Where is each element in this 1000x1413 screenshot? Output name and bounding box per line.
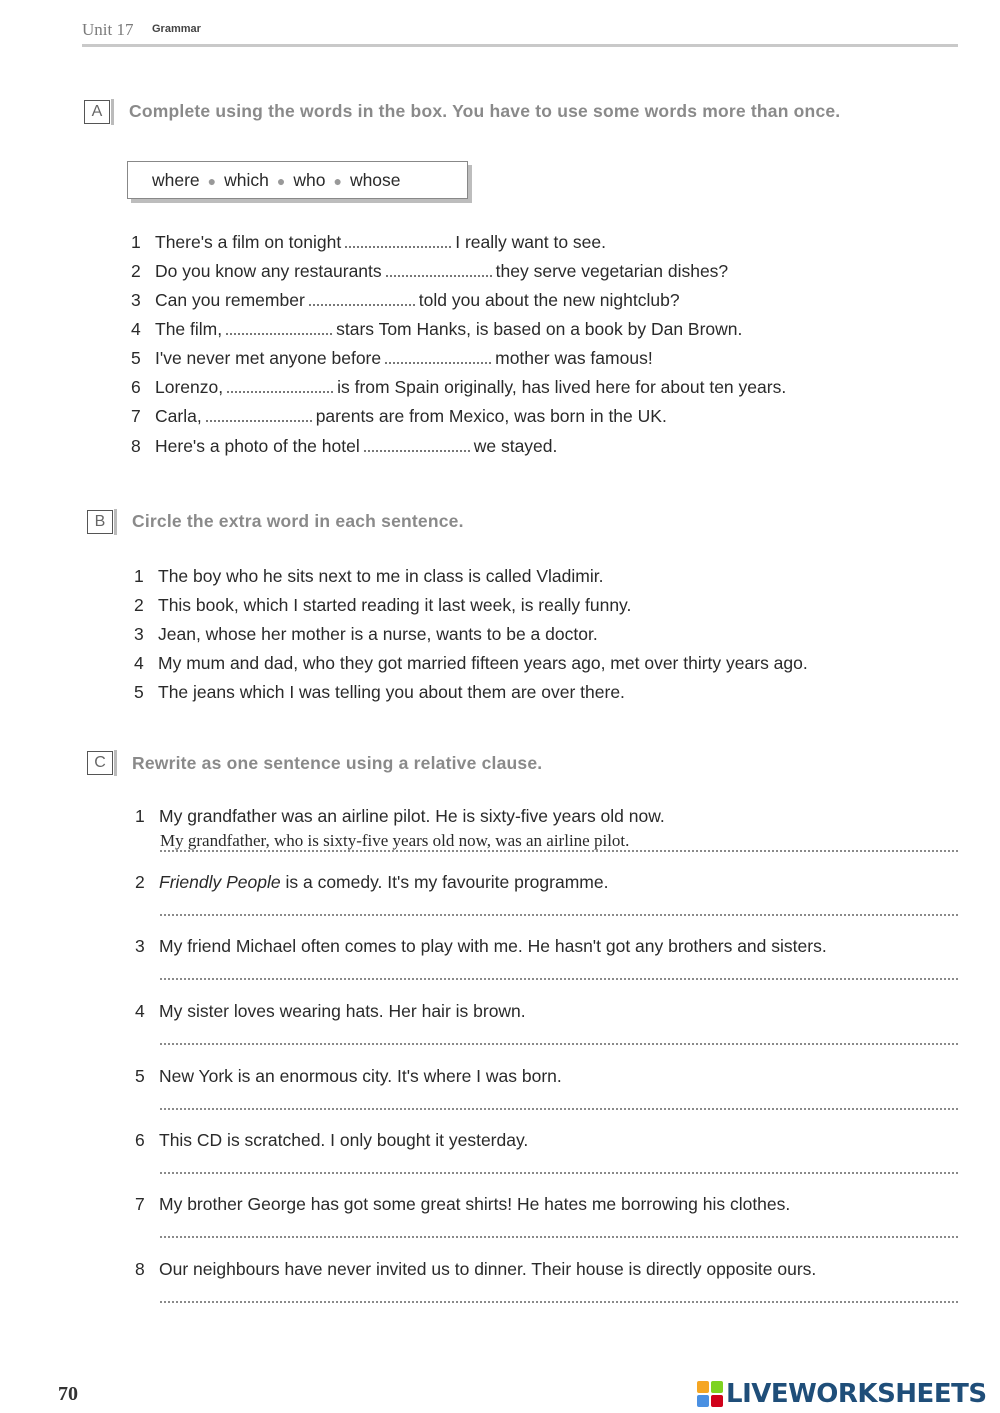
question-number: 7 — [131, 406, 141, 426]
question-text[interactable]: My mum and dad, who they got married fifteen years ago, met over thirty years ago. — [158, 653, 808, 673]
logo-square — [697, 1381, 709, 1393]
word-box-word: where — [152, 170, 200, 190]
question-a-4 — [131, 319, 742, 340]
sentence-b-1 — [134, 566, 603, 587]
logo-square — [711, 1381, 723, 1393]
question-a-5 — [131, 348, 653, 369]
question-number: 6 — [135, 1130, 145, 1150]
section-label: Grammar — [152, 23, 201, 35]
answer-gap[interactable] — [345, 244, 451, 248]
item-c-4 — [135, 1001, 526, 1022]
question-number: 5 — [135, 1066, 145, 1086]
question-text: is from Spain originally, has lived here for about ten years. — [337, 377, 787, 397]
question-number: 3 — [135, 936, 145, 956]
question-text: mother was famous! — [495, 348, 653, 368]
section-b-letter: B — [87, 510, 113, 534]
logo-text: LIVEWORKSHEETS — [726, 1379, 987, 1409]
sentence-b-5 — [134, 682, 625, 703]
question-number: 5 — [131, 348, 141, 368]
question-number: 4 — [135, 1001, 145, 1021]
section-a-instruction: Complete using the words in the box. You have to use some words more than once. — [129, 101, 841, 121]
question-text: I really want to see. — [455, 232, 606, 252]
item-c-8 — [135, 1259, 816, 1280]
sentence-b-2 — [134, 595, 631, 616]
question-text: they serve vegetarian dishes? — [495, 261, 729, 281]
question-a-6 — [131, 377, 786, 398]
page-number: 70 — [58, 1383, 78, 1405]
answer-gap[interactable] — [227, 389, 333, 393]
word-box-word: whose — [349, 170, 401, 190]
question-text[interactable]: The boy who he sits next to me in class is called Vladimir. — [158, 566, 604, 586]
answer-line — [160, 1172, 958, 1174]
answer-line — [160, 914, 958, 916]
answer-gap[interactable] — [385, 360, 491, 364]
question-text: My sister loves wearing hats. Her hair is brown. — [159, 1001, 526, 1021]
answer-gap[interactable] — [364, 448, 470, 452]
section-c-letter: C — [87, 751, 113, 775]
question-number: 1 — [134, 566, 144, 586]
logo-square — [711, 1395, 723, 1407]
programme-title: Friendly People — [159, 872, 281, 892]
question-number: 1 — [135, 806, 145, 826]
word-box-word: which — [224, 170, 269, 190]
question-text: told you about the new nightclub? — [418, 290, 680, 310]
word-box-word: who — [293, 170, 326, 190]
answer-gap[interactable] — [386, 273, 492, 277]
question-text: is a comedy. It's my favourite programme. — [280, 872, 609, 892]
liveworksheets-logo[interactable] — [697, 1378, 987, 1410]
question-text: There's a film on tonight — [155, 232, 342, 252]
logo-square — [697, 1395, 709, 1407]
item-c-3 — [135, 936, 827, 957]
question-text: Can you remember — [155, 290, 305, 310]
question-text: My friend Michael often comes to play with me. He hasn't got any brothers and sisters. — [159, 936, 827, 956]
question-number: 8 — [135, 1259, 145, 1279]
answer-line — [160, 978, 958, 980]
item-c-5 — [135, 1066, 562, 1087]
header-rule — [82, 44, 958, 47]
question-text: New York is an enormous city. It's where I was born. — [159, 1066, 562, 1086]
question-number: 1 — [131, 232, 141, 252]
question-text: parents are from Mexico, was born in the UK. — [315, 406, 667, 426]
answer-line — [160, 850, 958, 852]
question-text: Carla, — [155, 406, 202, 426]
question-a-1 — [131, 232, 606, 253]
question-text: Lorenzo, — [155, 377, 224, 397]
question-number: 6 — [131, 377, 141, 397]
question-number: 3 — [131, 290, 141, 310]
answer-line — [160, 1108, 958, 1110]
answer-gap[interactable] — [206, 418, 312, 422]
question-a-3 — [131, 290, 680, 311]
question-text: Our neighbours have never invited us to dinner. Their house is directly opposite ours. — [159, 1259, 817, 1279]
question-text: This CD is scratched. I only bought it yesterday. — [159, 1130, 529, 1150]
question-text: Here's a photo of the hotel — [155, 436, 360, 456]
question-text: we stayed. — [473, 436, 558, 456]
sentence-b-4 — [134, 653, 808, 674]
section-b-instruction: Circle the extra word in each sentence. — [132, 511, 464, 531]
question-text: Do you know any restaurants — [155, 261, 382, 281]
question-number: 2 — [135, 872, 145, 892]
bullet-icon: ● — [333, 173, 342, 189]
answer-gap[interactable] — [309, 302, 415, 306]
question-number: 2 — [131, 261, 141, 281]
question-text: My brother George has got some great shirts! He hates me borrowing his clothes. — [159, 1194, 791, 1214]
question-number: 3 — [134, 624, 144, 644]
answer-gap[interactable] — [226, 331, 332, 335]
bullet-icon: ● — [207, 173, 217, 189]
question-text[interactable]: This book, which I started reading it last week, is really funny. — [158, 595, 632, 615]
question-number: 4 — [134, 653, 144, 673]
section-c-instruction: Rewrite as one sentence using a relative clause. — [132, 753, 543, 773]
question-a-8 — [131, 436, 557, 457]
item-c-1 — [135, 806, 665, 827]
item-c-2 — [135, 872, 608, 893]
question-a-7 — [131, 406, 667, 427]
bullet-icon: ● — [276, 173, 286, 189]
answer-line — [160, 1301, 958, 1303]
unit-label: Unit 17 — [82, 20, 134, 39]
question-text: stars Tom Hanks, is based on a book by Dan Brown. — [336, 319, 743, 339]
sentence-b-3 — [134, 624, 598, 645]
question-number: 8 — [131, 436, 141, 456]
section-a-letter: A — [84, 100, 110, 124]
word-box — [127, 161, 468, 199]
question-text[interactable]: Jean, whose her mother is a nurse, wants to be a doctor. — [158, 624, 598, 644]
question-text: I've never met anyone before — [155, 348, 382, 368]
question-number: 5 — [134, 682, 144, 702]
question-number: 2 — [134, 595, 144, 615]
answer-line — [160, 1236, 958, 1238]
question-text: The film, — [155, 319, 223, 339]
example-answer: My grandfather, who is sixty-five years old now, was an airline pilot. — [160, 831, 630, 850]
logo-mark-icon — [697, 1381, 723, 1407]
item-c-6 — [135, 1130, 528, 1151]
question-text[interactable]: The jeans which I was telling you about them are over there. — [158, 682, 625, 702]
question-text: My grandfather was an airline pilot. He is sixty-five years old now. — [159, 806, 665, 826]
question-a-2 — [131, 261, 728, 282]
question-number: 7 — [135, 1194, 145, 1214]
page-header — [82, 20, 958, 50]
question-number: 4 — [131, 319, 141, 339]
item-c-7 — [135, 1194, 790, 1215]
answer-line — [160, 1043, 958, 1045]
